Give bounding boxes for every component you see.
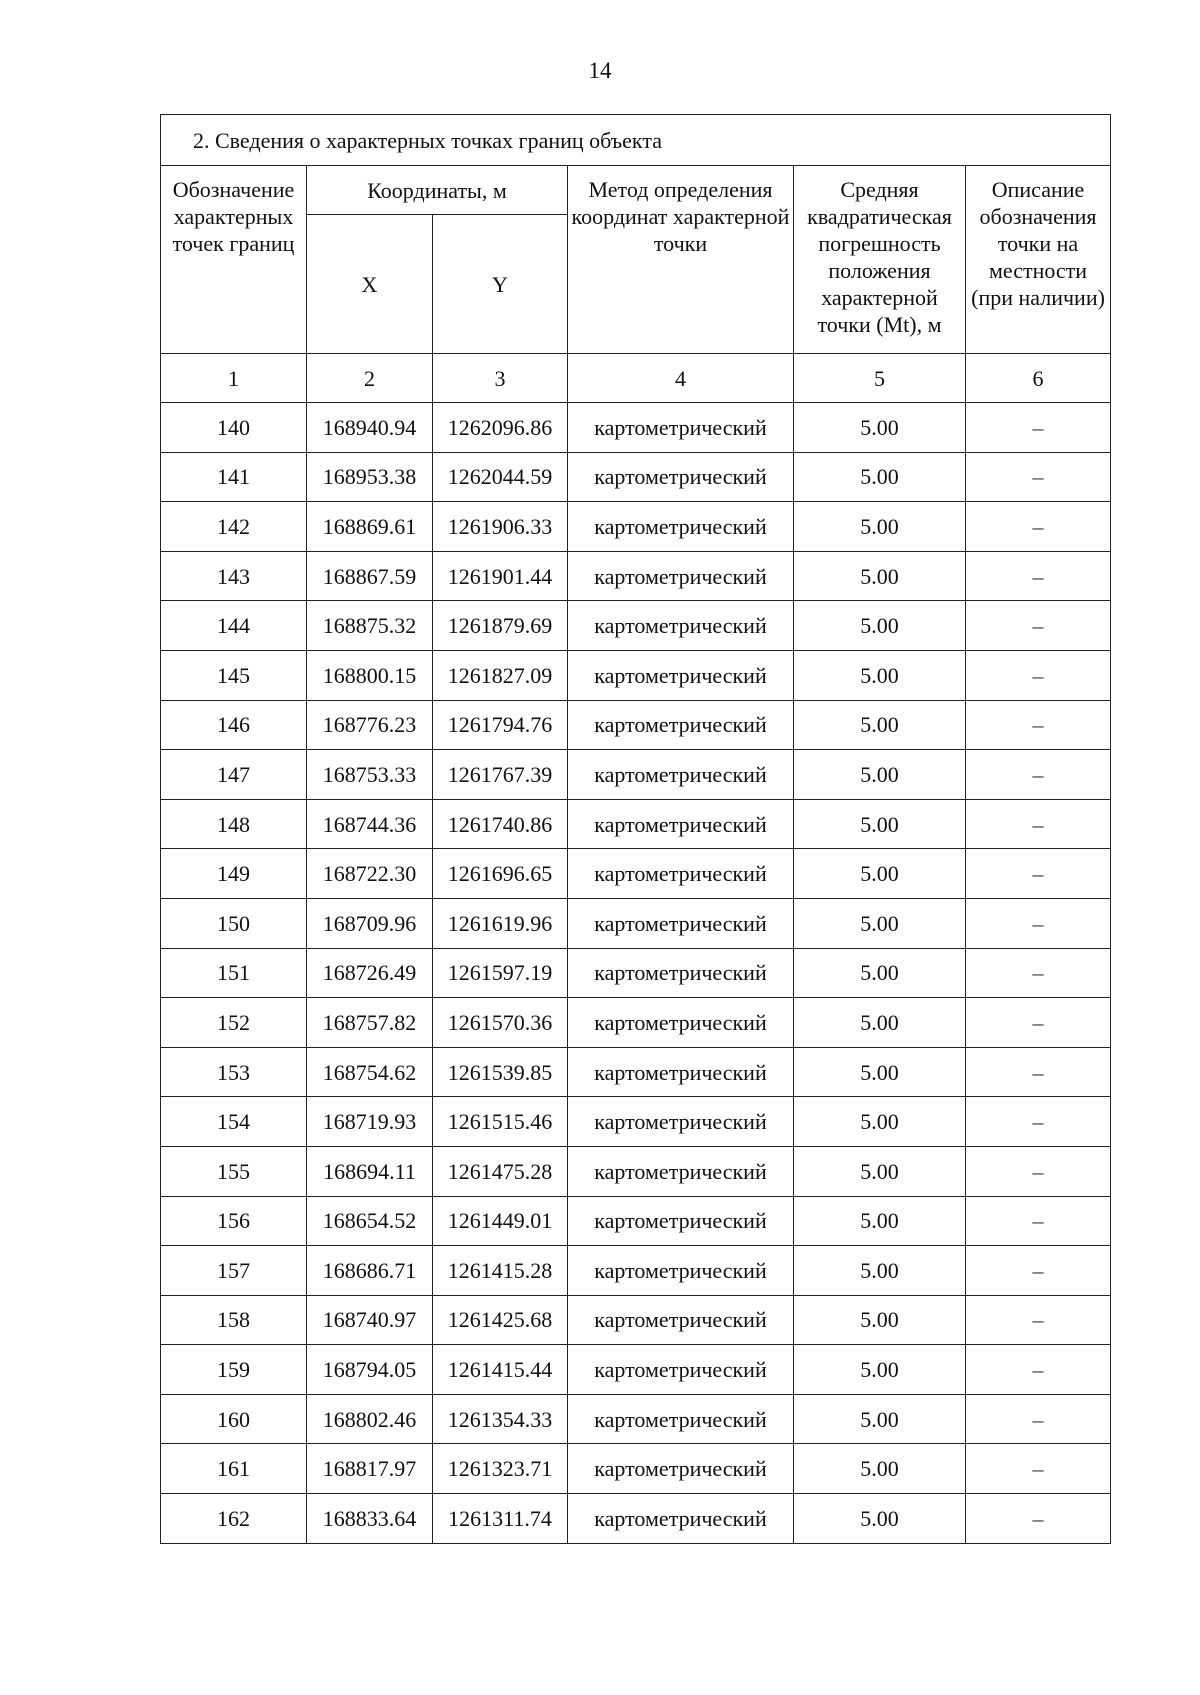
cell-point: 150 (161, 898, 307, 948)
cell-point: 159 (161, 1345, 307, 1395)
cell-method: картометрический (568, 452, 794, 502)
cell-description: – (966, 1196, 1111, 1246)
cell-method: картометрический (568, 948, 794, 998)
cell-y: 1261879.69 (433, 601, 568, 651)
cell-x: 168867.59 (307, 551, 433, 601)
cell-description: – (966, 1246, 1111, 1296)
cell-x: 168953.38 (307, 452, 433, 502)
cell-method: картометрический (568, 700, 794, 750)
cell-point: 156 (161, 1196, 307, 1246)
cell-y: 1261425.68 (433, 1295, 568, 1345)
cell-description: – (966, 1444, 1111, 1494)
header-x: X (307, 215, 433, 354)
cell-point: 146 (161, 700, 307, 750)
column-numbers-row (161, 354, 1111, 403)
cell-error: 5.00 (794, 1394, 966, 1444)
boundary-points-table (160, 114, 1111, 1544)
cell-error: 5.00 (794, 403, 966, 453)
cell-y: 1261475.28 (433, 1146, 568, 1196)
cell-description: – (966, 1494, 1111, 1544)
cell-x: 168740.97 (307, 1295, 433, 1345)
table-row (161, 1295, 1111, 1345)
cell-method: картометрический (568, 998, 794, 1048)
cell-x: 168753.33 (307, 750, 433, 800)
cell-y: 1261311.74 (433, 1494, 568, 1544)
cell-x: 168719.93 (307, 1097, 433, 1147)
cell-description: – (966, 551, 1111, 601)
cell-method: картометрический (568, 502, 794, 552)
cell-y: 1261906.33 (433, 502, 568, 552)
cell-description: – (966, 1394, 1111, 1444)
cell-point: 155 (161, 1146, 307, 1196)
cell-point: 141 (161, 452, 307, 502)
table-row (161, 551, 1111, 601)
cell-x: 168875.32 (307, 601, 433, 651)
cell-point: 147 (161, 750, 307, 800)
cell-x: 168802.46 (307, 1394, 433, 1444)
cell-point: 142 (161, 502, 307, 552)
cell-method: картометрический (568, 1246, 794, 1296)
cell-error: 5.00 (794, 998, 966, 1048)
cell-description: – (966, 998, 1111, 1048)
cell-point: 148 (161, 799, 307, 849)
cell-x: 168709.96 (307, 898, 433, 948)
table-row (161, 452, 1111, 502)
cell-point: 144 (161, 601, 307, 651)
cell-point: 158 (161, 1295, 307, 1345)
cell-description: – (966, 1047, 1111, 1097)
cell-y: 1261597.19 (433, 948, 568, 998)
cell-error: 5.00 (794, 849, 966, 899)
cell-point: 145 (161, 650, 307, 700)
cell-error: 5.00 (794, 1444, 966, 1494)
table-row (161, 849, 1111, 899)
header-description: Описание обозначения точки на местности (при наличии) (966, 166, 1111, 354)
table-row (161, 1246, 1111, 1296)
section-title: 2. Сведения о характерных точках границ объекта (161, 115, 1111, 166)
table-row (161, 502, 1111, 552)
cell-method: картометрический (568, 1295, 794, 1345)
cell-method: картометрический (568, 601, 794, 651)
cell-point: 160 (161, 1394, 307, 1444)
cell-error: 5.00 (794, 1345, 966, 1395)
cell-point: 152 (161, 998, 307, 1048)
cell-error: 5.00 (794, 700, 966, 750)
cell-description: – (966, 502, 1111, 552)
table-row (161, 601, 1111, 651)
cell-method: картометрический (568, 1097, 794, 1147)
table-row (161, 1394, 1111, 1444)
table-row (161, 650, 1111, 700)
table-row (161, 898, 1111, 948)
cell-method: картометрический (568, 898, 794, 948)
table-row (161, 1494, 1111, 1544)
cell-description: – (966, 750, 1111, 800)
cell-error: 5.00 (794, 601, 966, 651)
table-row (161, 1444, 1111, 1494)
cell-y: 1261570.36 (433, 998, 568, 1048)
cell-description: – (966, 601, 1111, 651)
table-row (161, 1345, 1111, 1395)
header-coordinates: Координаты, м (307, 166, 568, 215)
cell-description: – (966, 1097, 1111, 1147)
header-row-top (161, 166, 1111, 215)
column-number: 2 (307, 354, 433, 403)
cell-y: 1261827.09 (433, 650, 568, 700)
table-row (161, 998, 1111, 1048)
table-row (161, 750, 1111, 800)
cell-point: 162 (161, 1494, 307, 1544)
cell-description: – (966, 452, 1111, 502)
table-row (161, 403, 1111, 453)
cell-y: 1261415.28 (433, 1246, 568, 1296)
cell-method: картометрический (568, 1394, 794, 1444)
cell-point: 153 (161, 1047, 307, 1097)
cell-method: картометрический (568, 1444, 794, 1494)
table-body (161, 403, 1111, 1544)
cell-x: 168817.97 (307, 1444, 433, 1494)
cell-x: 168654.52 (307, 1196, 433, 1246)
cell-error: 5.00 (794, 650, 966, 700)
cell-x: 168776.23 (307, 700, 433, 750)
cell-method: картометрический (568, 750, 794, 800)
cell-error: 5.00 (794, 551, 966, 601)
cell-y: 1262044.59 (433, 452, 568, 502)
cell-method: картометрический (568, 1196, 794, 1246)
cell-x: 168686.71 (307, 1246, 433, 1296)
cell-description: – (966, 948, 1111, 998)
cell-y: 1261901.44 (433, 551, 568, 601)
cell-x: 168940.94 (307, 403, 433, 453)
cell-point: 149 (161, 849, 307, 899)
cell-error: 5.00 (794, 502, 966, 552)
cell-error: 5.00 (794, 1146, 966, 1196)
table-row (161, 799, 1111, 849)
cell-y: 1261539.85 (433, 1047, 568, 1097)
cell-x: 168722.30 (307, 849, 433, 899)
cell-x: 168794.05 (307, 1345, 433, 1395)
cell-description: – (966, 1295, 1111, 1345)
cell-point: 157 (161, 1246, 307, 1296)
cell-description: – (966, 1146, 1111, 1196)
cell-x: 168800.15 (307, 650, 433, 700)
cell-y: 1261415.44 (433, 1345, 568, 1395)
header-y: Y (433, 215, 568, 354)
cell-y: 1261449.01 (433, 1196, 568, 1246)
cell-y: 1261767.39 (433, 750, 568, 800)
cell-x: 168869.61 (307, 502, 433, 552)
table-row (161, 1097, 1111, 1147)
table-row (161, 700, 1111, 750)
cell-description: – (966, 700, 1111, 750)
cell-y: 1261515.46 (433, 1097, 568, 1147)
cell-y: 1262096.86 (433, 403, 568, 453)
cell-error: 5.00 (794, 1494, 966, 1544)
cell-point: 161 (161, 1444, 307, 1494)
cell-error: 5.00 (794, 948, 966, 998)
cell-description: – (966, 898, 1111, 948)
cell-method: картометрический (568, 849, 794, 899)
cell-y: 1261696.65 (433, 849, 568, 899)
section-title-row (161, 115, 1111, 166)
table-row (161, 948, 1111, 998)
cell-method: картометрический (568, 1494, 794, 1544)
cell-x: 168754.62 (307, 1047, 433, 1097)
cell-method: картометрический (568, 1345, 794, 1395)
cell-description: – (966, 849, 1111, 899)
cell-error: 5.00 (794, 452, 966, 502)
column-number: 5 (794, 354, 966, 403)
cell-description: – (966, 799, 1111, 849)
header-error: Средняя квадратическая погрешность положения характерной точки (Mt), м (794, 166, 966, 354)
cell-method: картометрический (568, 1146, 794, 1196)
cell-method: картометрический (568, 551, 794, 601)
cell-error: 5.00 (794, 799, 966, 849)
cell-error: 5.00 (794, 750, 966, 800)
table-row (161, 1196, 1111, 1246)
cell-error: 5.00 (794, 1196, 966, 1246)
cell-x: 168744.36 (307, 799, 433, 849)
cell-point: 140 (161, 403, 307, 453)
cell-error: 5.00 (794, 1047, 966, 1097)
cell-method: картометрический (568, 650, 794, 700)
cell-y: 1261740.86 (433, 799, 568, 849)
cell-point: 151 (161, 948, 307, 998)
table-row (161, 1146, 1111, 1196)
column-number: 3 (433, 354, 568, 403)
column-number: 4 (568, 354, 794, 403)
page-number: 14 (588, 58, 612, 83)
table-row (161, 1047, 1111, 1097)
cell-error: 5.00 (794, 1295, 966, 1345)
column-number: 1 (161, 354, 307, 403)
cell-error: 5.00 (794, 1246, 966, 1296)
cell-x: 168833.64 (307, 1494, 433, 1544)
cell-error: 5.00 (794, 1097, 966, 1147)
cell-method: картометрический (568, 1047, 794, 1097)
header-method: Метод определения координат характерной точки (568, 166, 794, 354)
cell-description: – (966, 1345, 1111, 1395)
cell-point: 154 (161, 1097, 307, 1147)
cell-y: 1261794.76 (433, 700, 568, 750)
cell-point: 143 (161, 551, 307, 601)
cell-x: 168694.11 (307, 1146, 433, 1196)
cell-y: 1261619.96 (433, 898, 568, 948)
column-number: 6 (966, 354, 1111, 403)
header-point-designation: Обозначение характерных точек границ (161, 166, 307, 354)
cell-description: – (966, 403, 1111, 453)
cell-method: картометрический (568, 403, 794, 453)
cell-y: 1261323.71 (433, 1444, 568, 1494)
cell-method: картометрический (568, 799, 794, 849)
cell-description: – (966, 650, 1111, 700)
cell-y: 1261354.33 (433, 1394, 568, 1444)
cell-x: 168726.49 (307, 948, 433, 998)
cell-x: 168757.82 (307, 998, 433, 1048)
cell-error: 5.00 (794, 898, 966, 948)
